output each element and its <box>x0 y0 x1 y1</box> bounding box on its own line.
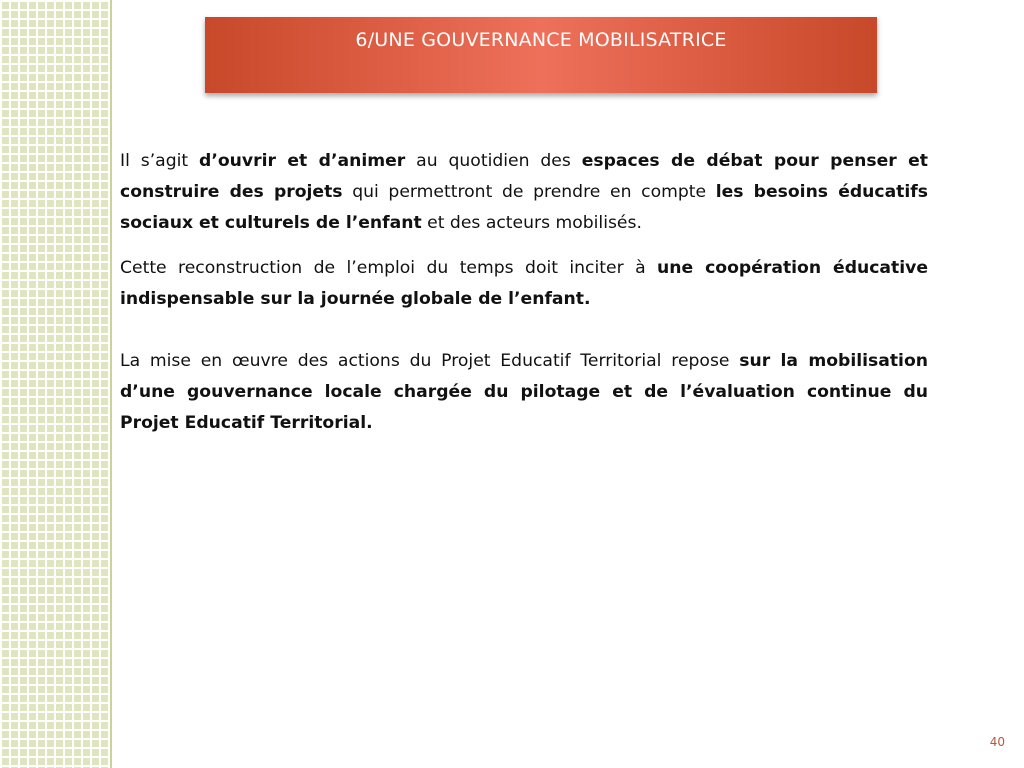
slide-body <box>120 146 928 439</box>
p3-bold-1: sur la mobilisation d’une gouvernance locale chargée du pilotage et de l’évaluation continue du Projet Educatif Territorial. <box>120 351 928 433</box>
p1-text-4: et des acteurs mobilisés. <box>421 213 642 233</box>
p1-bold-2: espaces de débat pour penser et construire des projets <box>120 151 928 202</box>
p1-text-1: Il s’agit <box>120 151 200 171</box>
page-number: 40 <box>989 735 1005 749</box>
paragraph-1 <box>120 146 928 239</box>
paragraph-2 <box>120 253 928 315</box>
p3-text-1: La mise en œuvre des actions du Projet Educatif Territorial repose <box>120 351 740 371</box>
p1-bold-3: les besoins éducatifs sociaux et culturels de l’enfant <box>120 182 929 233</box>
title-banner <box>205 17 877 93</box>
p2-text-1: Cette reconstruction de l’emploi du temps doit inciter à <box>120 258 658 278</box>
p1-bold-1: d’ouvrir et d’animer <box>199 151 406 171</box>
paragraph-3 <box>120 346 928 439</box>
p1-text-3: qui permettront de prendre en compte <box>342 182 716 202</box>
side-pattern-decoration <box>0 0 112 768</box>
p2-bold-1: une coopération éducative indispensable sur la journée globale de l’enfant. <box>120 258 928 309</box>
p1-text-2: au quotidien des <box>405 151 582 171</box>
slide-title: 6/UNE GOUVERNANCE MOBILISATRICE <box>355 29 727 51</box>
